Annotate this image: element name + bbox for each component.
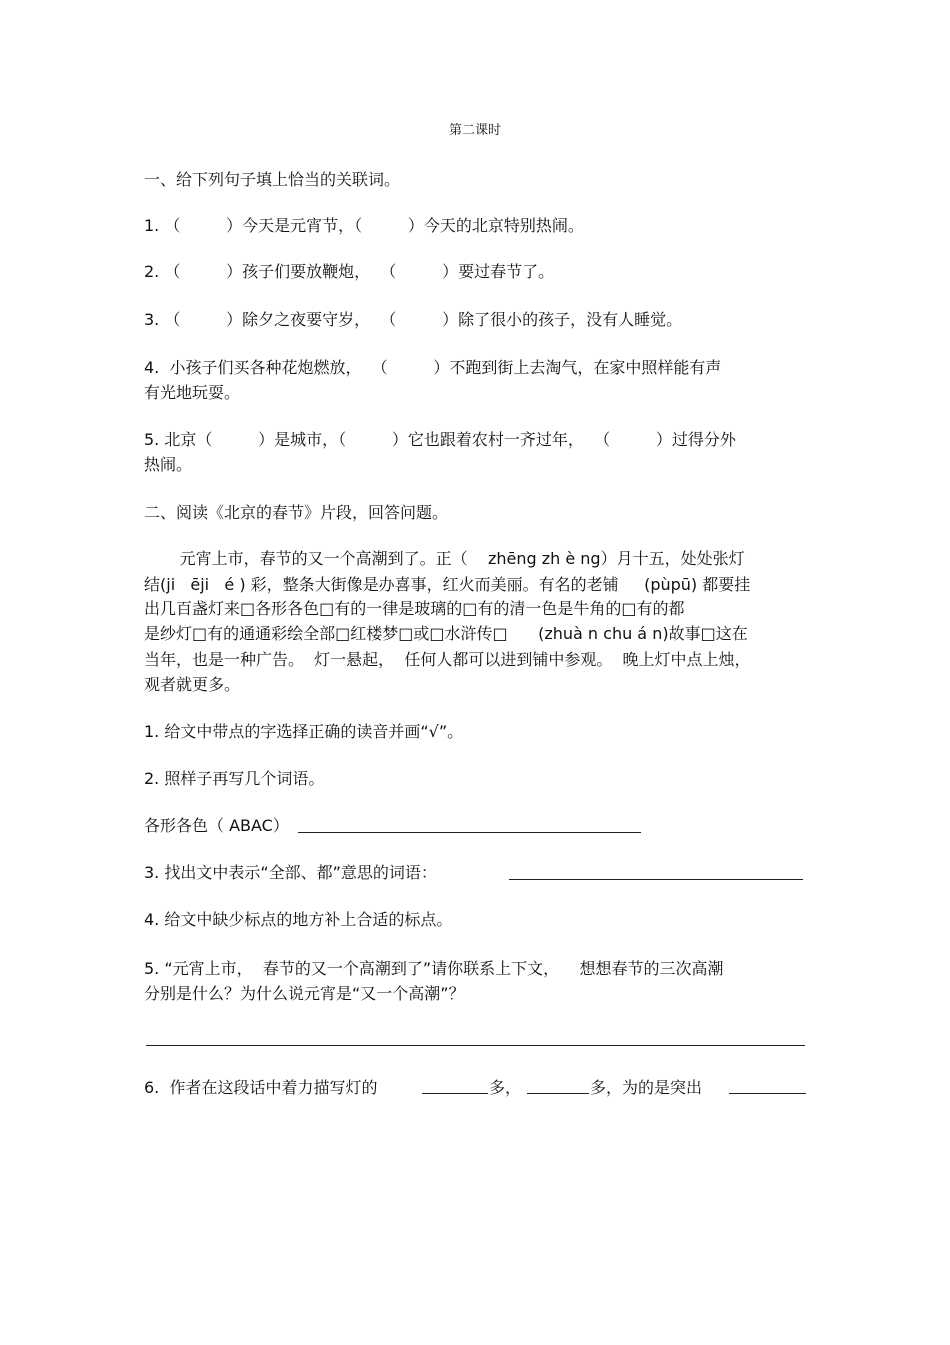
- answer-blank[interactable]: [729, 1093, 806, 1094]
- answer-blank[interactable]: [298, 832, 641, 833]
- question-6-part1: 6. 作者在这段话中着力描写灯的: [144, 1078, 378, 1097]
- answer-blank[interactable]: [146, 1045, 805, 1046]
- answer-blank[interactable]: [527, 1093, 589, 1094]
- answer-blank[interactable]: [509, 879, 803, 880]
- passage-line: 元宵上市，春节的又一个高潮到了。正（ zhēng zh è ng）月十五，处处张灯: [144, 549, 745, 568]
- section1-item-1: 1. （ ）今天是元宵节，（ ）今天的北京特别热闹。: [144, 216, 584, 235]
- section2-heading: 二、阅读《北京的春节》片段，回答问题。: [144, 503, 449, 522]
- section1-heading: 一、给下列句子填上恰当的关联词。: [144, 170, 401, 189]
- section1-item-4-cont: 有光地玩耍。: [144, 383, 241, 402]
- question-4: 4. 给文中缺少标点的地方补上合适的标点。: [144, 910, 453, 929]
- section1-item-3: 3. （ ）除夕之夜要守岁， （ ）除了很小的孩子，没有人睡觉。: [144, 310, 683, 329]
- passage-line: 结(ji ēji é ) 彩，整条大街像是办喜事，红火而美丽。有名的老铺 (pùpū) 都要挂: [144, 575, 751, 594]
- question-6-part3: 多，为的是突出: [590, 1078, 703, 1097]
- question-6-part2: 多，: [489, 1078, 522, 1097]
- passage-line: 观者就更多。: [144, 675, 241, 694]
- question-5: 5. “元宵上市， 春节的又一个高潮到了”请你联系上下文， 想想春节的三次高潮: [144, 959, 724, 978]
- section1-item-5-cont: 热闹。: [144, 455, 193, 474]
- passage-line: 当年，也是一种广告。 灯一悬起， 任何人都可以进到铺中参观。 晚上灯中点上烛，: [144, 650, 751, 669]
- section1-item-2: 2. （ ）孩子们要放鞭炮， （ ）要过春节了。: [144, 262, 555, 281]
- question-3: 3. 找出文中表示“全部、都”意思的词语：: [144, 863, 437, 882]
- section1-item-4: 4. 小孩子们买各种花炮燃放， （ ）不跑到街上去淘气，在家中照样能有声: [144, 358, 722, 377]
- answer-blank[interactable]: [422, 1093, 488, 1094]
- question-2: 2. 照样子再写几个词语。: [144, 769, 325, 788]
- passage-line: 出几百盏灯来□各形各色□有的一律是玻璃的□有的清一色是牛角的□有的都: [144, 599, 685, 618]
- question-5-cont: 分别是什么？为什么说元宵是“又一个高潮”？: [144, 984, 465, 1003]
- question-1: 1. 给文中带点的字选择正确的读音并画“√”。: [144, 722, 464, 741]
- section1-item-5: 5. 北京（ ）是城市，（ ）它也跟着农村一齐过年， （ ）过得分外: [144, 430, 736, 449]
- passage-line: 是纱灯□有的通通彩绘全部□红楼梦□或□水浒传□ (zhuà n chu á n)故事□这在: [144, 624, 748, 643]
- page-title: 第二课时: [448, 123, 501, 138]
- question-2-example: 各形各色（ ABAC）: [144, 816, 289, 835]
